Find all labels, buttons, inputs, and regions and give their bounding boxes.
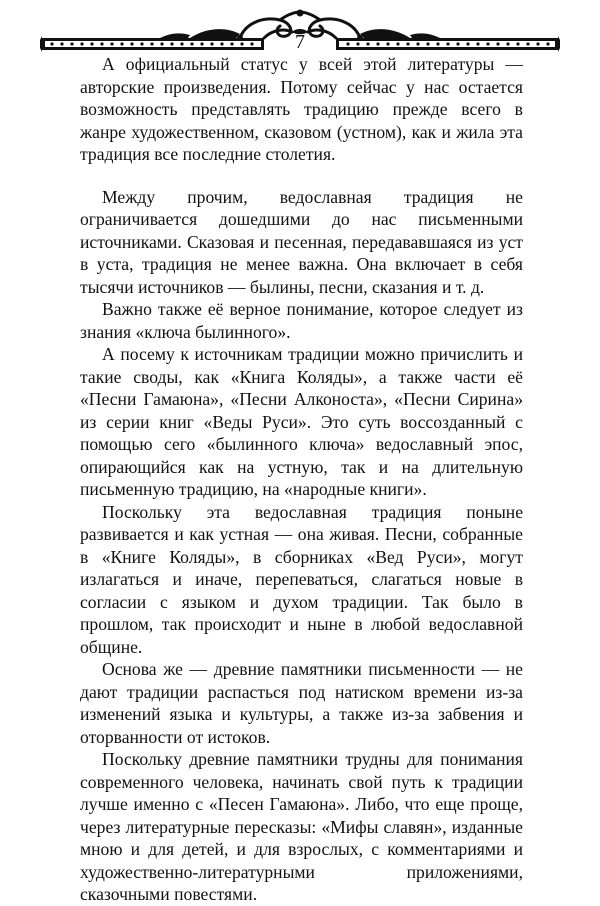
body-text (80, 53, 523, 906)
paragraph-1: А официальный статус у всей этой литературы — авторские произведения. Потому сейчас у нас остается возможность представлять традицию прежде всего в жанре художественном, сказовом (устном), как и жила эта традиция все последние столетия. (80, 54, 523, 164)
page-number: 7 (295, 31, 305, 53)
paragraph-4: А посему к источникам традиции можно причислить и такие своды, как «Книга Коляды», а также части её «Песни Гамаюна», «Песни Алконоста», «Песни Сирина» из серии книг «Веды Руси». Это суть воссозданный с помощью сего «былинного ключа» ведославный эпос, опирающийся как на устную, так и на длительную письменную традицию, на «народные книги». (80, 344, 523, 499)
paragraph-5: Поскольку эта ведославная традиция поныне развивается и как устная — она живая. Песни, собранные в «Книге Коляды», в сборниках «Вед Руси», могут излагаться и иначе, перепеваться, слагаться новые в согласии с языком и духом традиции. Так было в прошлом, так происходит и ныне в любой ведославной общине. (80, 501, 523, 657)
paragraph-6: Основа же — древние памятники письменности — не дают традиции распасться под натиском времени из-за изменений языка и культуры, а также из-за забвения и оторванности от истоков. (80, 659, 523, 747)
paragraph-2: Между прочим, ведославная традиция не ограничивается дошедшими до нас письменными источниками. Сказовая и песенная, передававшаяся из уст в уста, традиция не менее важна. Она включает в себя тысячи источников — былины, песни, сказания и т. д. (80, 186, 523, 297)
paragraph-3: Важно также её верное понимание, которое следует из знания «ключа былинного». (80, 299, 523, 342)
paragraph-7: Поскольку древние памятники трудны для понимания современного человека, начинать свой путь к традиции лучше именно с «Песен Гамаюна». Либо, что еще проще, через литературные пересказы: «Мифы славян», изданные мною и для детей, и для взрослых, с комментариями и художественно-литературными приложениями, сказочными повестями. (80, 749, 523, 904)
